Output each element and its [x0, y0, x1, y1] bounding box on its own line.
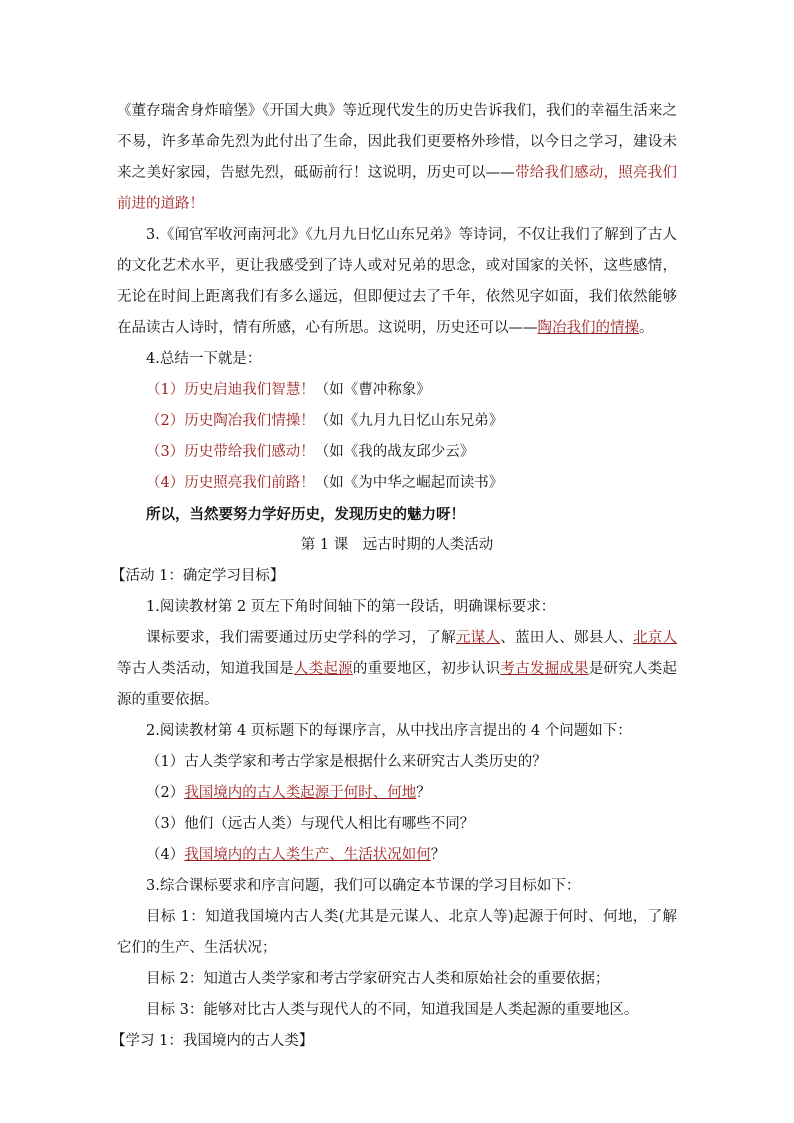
- question-mark: ？: [430, 847, 446, 863]
- point3-paragraph: [117, 220, 677, 344]
- summary-item: [117, 468, 677, 499]
- point3-end: 。: [639, 320, 654, 336]
- conclusion-text: 所以，当然要努力学好历史，发现历史的魅力呀！: [146, 506, 465, 523]
- step1-text: 1.阅读教材第 2 页左下角时间轴下的第一段话，明确课标要求：: [146, 599, 556, 615]
- standard-text: 的重要地区，初步认识: [352, 661, 501, 677]
- question-number: （2）: [146, 785, 185, 801]
- summary-item: [117, 406, 677, 437]
- question-item: [117, 778, 677, 809]
- question-highlight: 我国境内的古人类起源于何时、何地: [184, 785, 417, 801]
- summary-item: [117, 375, 677, 406]
- question-item: （1）古人类学家和考古学家是根据什么来研究古人类历史的？: [146, 754, 547, 770]
- standard-text: 等古人类活动，知道我国是: [117, 661, 294, 677]
- step3-text: 3.综合课标要求和序言问题，我们可以确定本节课的学习目标如下：: [146, 878, 581, 894]
- summary-item-label: （2）历史陶冶我们情操！: [146, 413, 315, 429]
- summary-item: [117, 437, 677, 468]
- keyword-origin: 人类起源: [293, 661, 353, 677]
- document-page: [111, 96, 678, 1057]
- summary-item-example: （如《曹冲称象》: [314, 382, 431, 398]
- point3-highlight: 陶冶我们的情操: [537, 320, 639, 336]
- summary-item-label: （1）历史启迪我们智慧！: [146, 382, 315, 398]
- question-number: （4）: [146, 847, 185, 863]
- summary-item-label: （3）历史带给我们感动！: [146, 444, 315, 460]
- goal-item: 目标 1：知道我国境内古人类(尤其是元谋人、北京人等)起源于何时、何地，了解它们的生产、生活状况；: [117, 909, 677, 956]
- lesson-title: 第 1 课 远古时期的人类活动: [300, 537, 494, 553]
- standard-text: 课标要求，我们需要通过历史学科的学习，了解: [146, 630, 456, 646]
- step2-text: 2.阅读教材第 4 页标题下的每课序言，从中找出序言提出的 4 个问题如下：: [146, 723, 632, 739]
- summary-item-example: （如《为中华之崛起而读书》: [314, 475, 504, 491]
- standard-paragraph: [117, 623, 677, 716]
- question-mark: ？: [416, 785, 431, 801]
- summary-item-example: （如《九月九日忆山东兄弟》: [314, 413, 504, 429]
- study-heading: 【学习 1：我国境内的古人类】: [111, 1033, 314, 1049]
- keyword-yuanmou: 元谋人: [455, 630, 501, 646]
- intro-text: 《董存瑞舍身炸暗堡》《开国大典》等近现代发生的历史告诉我们，我们的幸福生活来之不易，许多革命先烈为此付出了生命，因此我们更要格外珍惜，以今日之学习，建设未来之美好家园，告慰先烈，砥砺前行！这说明，历史可以——: [117, 103, 677, 181]
- goal-item: 目标 2：知道古人类学家和考古学家研究古人类和原始社会的重要依据；: [146, 971, 610, 987]
- point3-text: 3.《闻官军收河南河北》《九月九日忆山东兄弟》等诗词，不仅让我们了解到了古人的文化艺术水平，更让我感受到了诗人或对兄弟的思念，或对国家的关怀，这些感情，无论在时间上距离我们有多么遥远，但即便过去了千年，依然见字如面，我们依然能够在品读古人诗时，情有所感，心有所思。这说明，历史还可以——: [117, 227, 677, 336]
- keyword-archaeology: 考古发掘成果: [500, 661, 589, 677]
- standard-text: 是研究人类起源的重要依据。: [117, 661, 678, 708]
- summary-item-example: （如《我的战友邱少云》: [314, 444, 475, 460]
- point4-title: 4.总结一下就是：: [146, 351, 262, 367]
- activity-heading: 【活动 1：确定学习目标】: [111, 568, 285, 584]
- intro-highlight: 带给我们感动，照亮我们前进的道路！: [117, 165, 677, 212]
- intro-paragraph: [117, 96, 677, 220]
- question-item: （3）他们（远古人类）与现代人相比有哪些不同？: [146, 816, 475, 832]
- keyword-beijing: 北京人: [633, 630, 678, 646]
- question-item: [117, 840, 677, 871]
- standard-text: 、蓝田人、郧县人、: [500, 630, 634, 646]
- summary-item-label: （4）历史照亮我们前路！: [146, 475, 315, 491]
- goal-item: 目标 3：能够对比古人类与现代人的不同，知道我国是人类起源的重要地区。: [146, 1002, 639, 1018]
- question-highlight: 我国境内的古人类生产、生活状况如何: [184, 847, 431, 863]
